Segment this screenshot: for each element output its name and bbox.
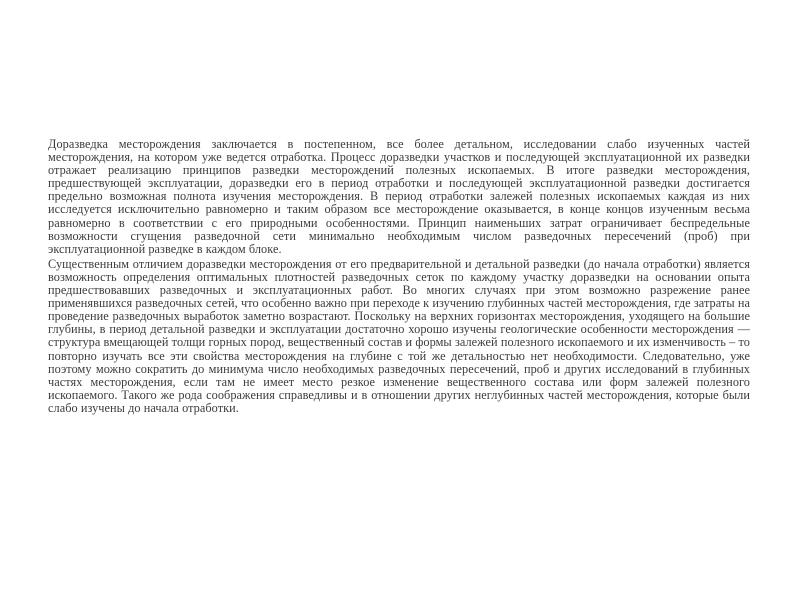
- paragraph-1: Доразведка месторождения заключается в постепенном, все более детальном, исследовании слабо изученных частей месторождения, на котором уже ведется отработка. Процесс доразведки участков и последующей эксплуатационной их разведки отражает реализацию принципов разведки месторождений полезных ископаемых. В итоге разведки месторождения, предшествующей эксплуатации, доразведки его в период отработки и последующей эксплуатационной разведки достигается предельно возможная полнота изучения месторождения. В период отработки залежей полезных ископаемых каждая из них исследуется исключительно равномерно и таким образом все месторождение оказывается, в конце концов изученным весьма равномерно в соответствии с его природными особенностями. Принцип наименьших затрат ограничивает беспредельные возможности сгущения разведочной сети минимально необходимым числом разведочных пересечений (проб) при эксплуатационной разведке в каждом блоке.: [48, 137, 750, 256]
- paragraph-2: Существенным отличием доразведки месторождения от его предварительной и детальной разведки (до начала отработки) является возможность определения оптимальных плотностей разведочных сеток по каждому участку доразведки на основании опыта предшествовавших разведочных и эксплуатационных работ. Во многих случаях при этом возможно разрежение ранее применявшихся разведочных сетей, что особенно важно при переходе к изучению глубинных частей месторождения, где затраты на проведение разведочных выработок заметно возрастают. Поскольку на верхних горизонтах месторождения, уходящего на большие глубины, в период детальной разведки и эксплуатации достаточно хорошо изучены геологические особенности месторождения — структура вмещающей толщи горных пород, вещественный состав и формы залежей полезного ископаемого и их изменчивость – то повторно изучать все эти свойства месторождения на глубине с той же детальностью нет необходимости. Следовательно, уже поэтому можно сократить до минимума число необходимых разведочных пересечений, проб и других исследований в глубинных частях месторождения, если там не имеет место резкое изменение вещественного состава или форм залежей полезного ископаемого. Такого же рода соображения справедливы и в отношении других неглубинных частей месторождения, которые были слабо изучены до начала отработки.: [48, 256, 750, 415]
- document-body: [48, 138, 750, 415]
